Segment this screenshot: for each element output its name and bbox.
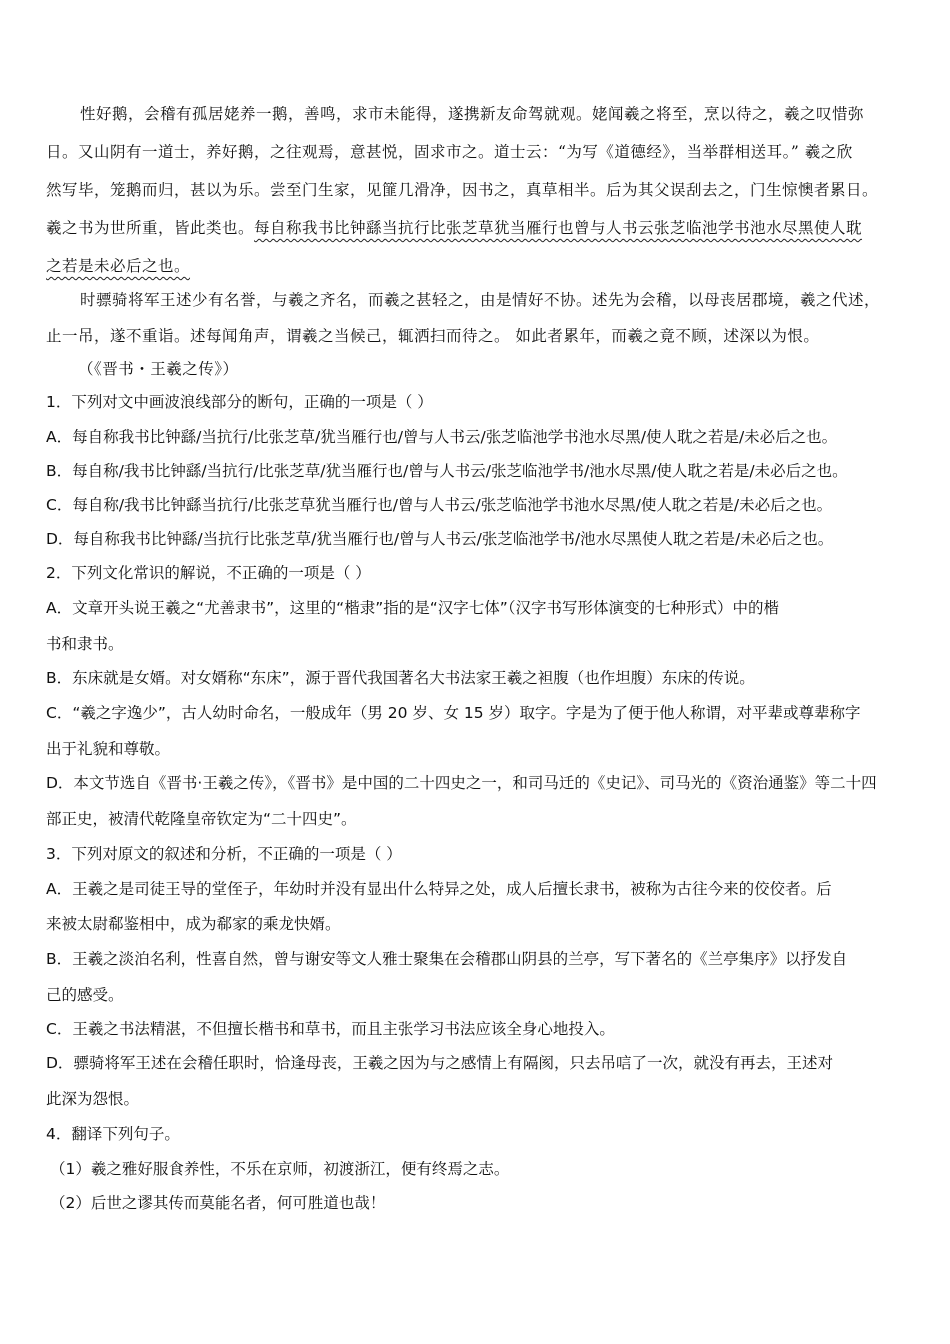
- option-d: D．本文节选自《晋书·王羲之传》，《晋书》是中国的二十四史之一，和司马迁的《史记》、司马光的《资治通鉴》等二十四: [46, 774, 877, 792]
- option-c: C．每自称/我书比钟繇当抗行/比张芝草犹当雁行也/曾与人书云/张芝临池学书池水尽黑/使人耽之若是/未必后之也。: [46, 496, 833, 514]
- passage-line: 性好鹅，会稽有孤居姥养一鹅，善鸣，求市未能得，遂携新友命驾就观。姥闻羲之将至，烹以待之，羲之叹惜弥: [80, 105, 865, 123]
- question-stem: 3．下列对原文的叙述和分析，不正确的一项是（ ）: [46, 845, 402, 863]
- wavy-underlined-text: 之若是未必后之也。: [46, 257, 191, 275]
- option-c: C．王羲之书法精湛，不但擅长楷书和草书，而且主张学习书法应该全身心地投入。: [46, 1020, 615, 1038]
- option-a: A．每自称我书比钟繇/当抗行/比张芝草/犹当雁行也/曾与人书云/张芝临池学书池水尽黑/使人耽之若是/未必后之也。: [46, 428, 838, 446]
- option-b: B．东床就是女婿。对女婿称“东床”，源于晋代我国著名大书法家王羲之袒腹（也作坦腹）东床的传说。: [46, 669, 755, 687]
- option-c-cont: 出于礼貌和尊敬。: [46, 740, 171, 758]
- option-a-cont: 来被太尉郗鉴相中，成为郗家的乘龙快婿。: [46, 915, 341, 933]
- passage-text: 羲之书为世所重，皆此类也。: [46, 219, 255, 237]
- passage-line: [46, 254, 906, 276]
- wavy-underlined-text: 每自称我书比钟繇当抗行比张芝草犹当雁行也曾与人书云张芝临池学书池水尽黑使人耽: [254, 219, 863, 237]
- passage-line: [46, 216, 906, 238]
- question-stem: 2．下列文化常识的解说，不正确的一项是（ ）: [46, 564, 371, 582]
- passage-line: 时骠骑将军王述少有名誉，与羲之齐名，而羲之甚轻之，由是情好不协。述先为会稽，以母丧居郡境，羲之代述，: [80, 291, 881, 309]
- option-b: B．王羲之淡泊名利，性喜自然，曾与谢安等文人雅士聚集在会稽郡山阴县的兰亭，写下著名的《兰亭集序》以抒发自: [46, 950, 848, 968]
- passage-line: 日。又山阴有一道士，养好鹅，之往观焉，意甚悦，固求市之。道士云：“为写《道德经》，当举群相送耳。” 羲之欣: [46, 143, 853, 161]
- option-a-cont: 书和隶书。: [46, 635, 124, 653]
- option-d-cont: 部正史，被清代乾隆皇帝钦定为“二十四史”。: [46, 810, 357, 828]
- option-c: C．“羲之字逸少”，古人幼时命名，一般成年（男 20 岁、女 15 岁）取字。字是为了便于他人称谓，对平辈或尊辈称字: [46, 704, 861, 722]
- option-a: A．文章开头说王羲之“尤善隶书”，这里的“楷隶”指的是“汉字七体”（汉字书写形体演变的七种形式）中的楷: [46, 599, 780, 617]
- translation-sentence: （1）羲之雅好服食养性，不乐在京师，初渡浙江，便有终焉之志。: [50, 1160, 510, 1178]
- option-d-cont: 此深为怨恨。: [46, 1090, 140, 1108]
- option-b: B．每自称/我书比钟繇/当抗行/比张芝草/犹当雁行也/曾与人书云/张芝临池学书/池水尽黑/使人耽之若是/未必后之也。: [46, 462, 848, 480]
- question-stem: 1．下列对文中画波浪线部分的断句，正确的一项是（ ）: [46, 393, 433, 411]
- option-b-cont: 己的感受。: [46, 986, 124, 1004]
- option-d: D．每自称我书比钟繇/当抗行比张芝草/犹当雁行也/曾与人书云/张芝临池学书/池水尽黑使人耽之若是/未必后之也。: [46, 530, 834, 548]
- translation-sentence: （2）后世之谬其传而莫能名者，何可胜道也哉！: [50, 1194, 386, 1212]
- passage-source: （《晋书・王羲之传》）: [78, 360, 239, 378]
- option-d: D．骠骑将军王述在会稽任职时，恰逢母丧，王羲之因为与之感情上有隔阂，只去吊唁了一次，就没有再去，王述对: [46, 1054, 833, 1072]
- passage-line: 然写毕，笼鹅而归，甚以为乐。尝至门生家，见篚几滑净，因书之，真草相半。后为其父误刮去之，门生惊懊者累日。: [46, 181, 879, 199]
- passage-line: 止一吊，遂不重诣。述每闻角声，谓羲之当候己，辄洒扫而待之。 如此者累年，而羲之竟不顾，述深以为恨。: [46, 327, 820, 345]
- question-stem: 4．翻译下列句子。: [46, 1125, 180, 1143]
- option-a: A．王羲之是司徒王导的堂侄子，年幼时并没有显出什么特异之处，成人后擅长隶书，被称为古往今来的佼佼者。后: [46, 880, 832, 898]
